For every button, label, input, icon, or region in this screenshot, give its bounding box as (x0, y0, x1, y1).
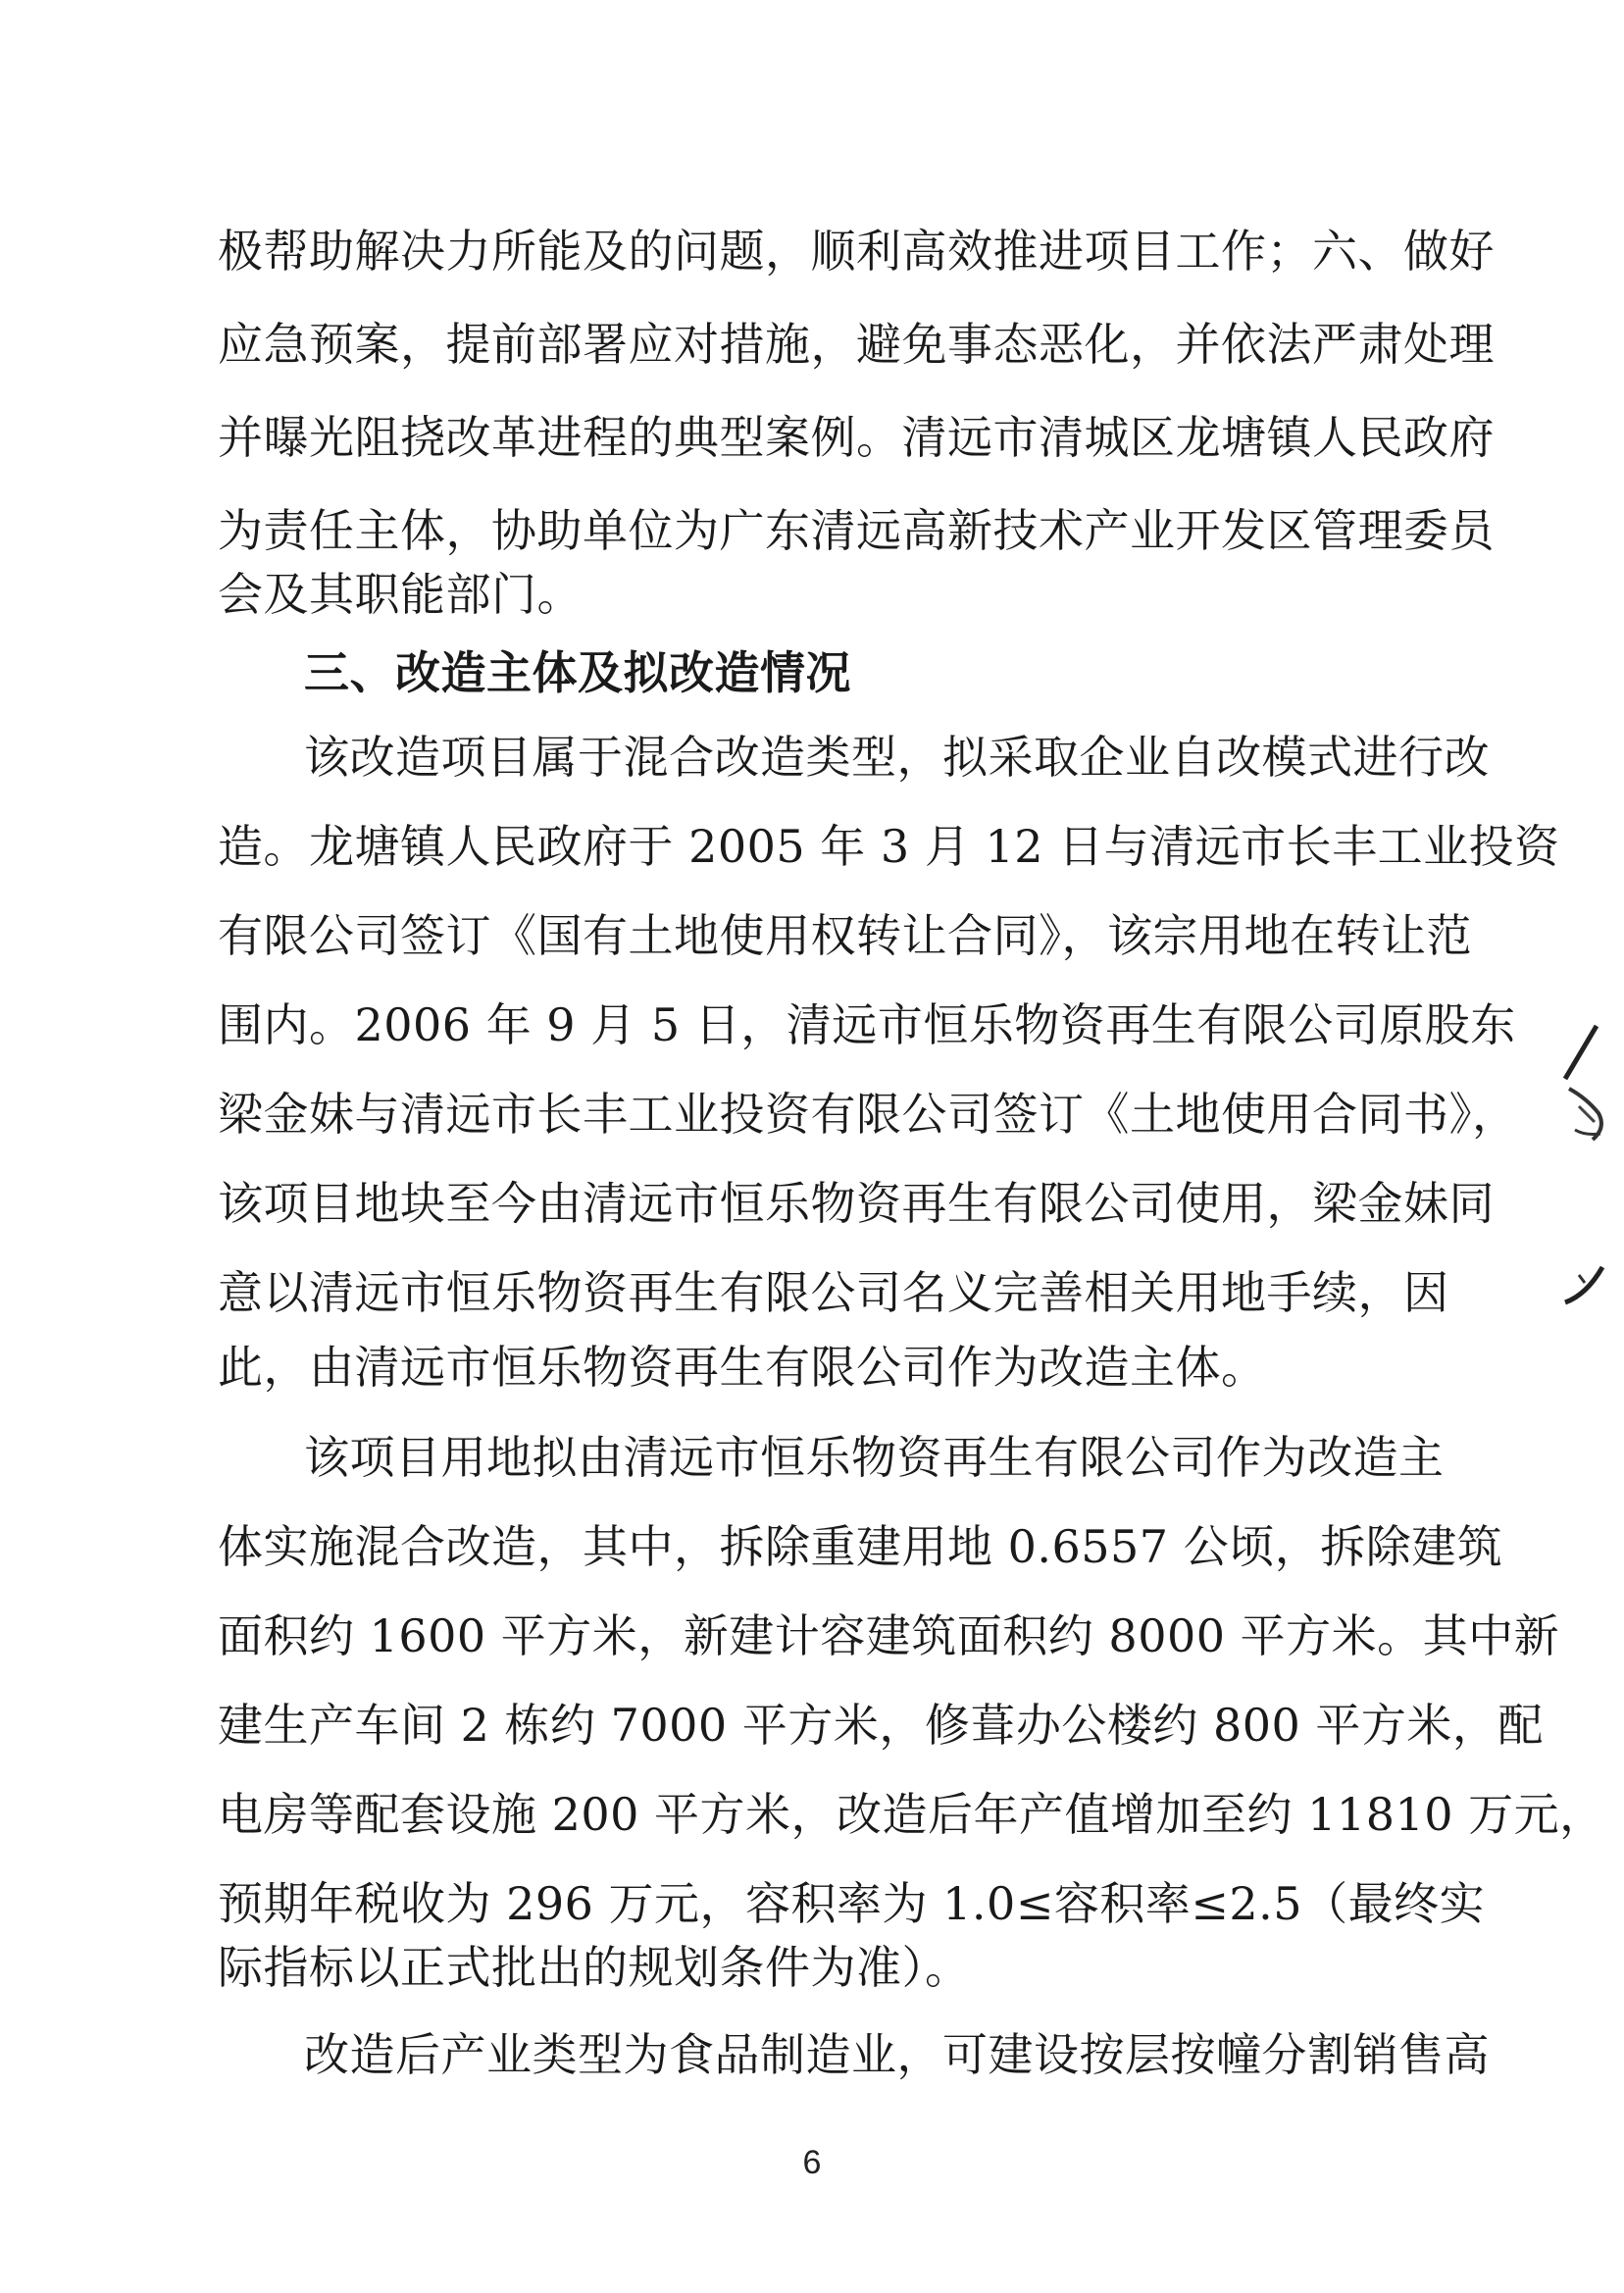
paragraph-line: 预期年税收为 296 万元，容积率为 1.0≤容积率≤2.5（最终实 (218, 1877, 1486, 1930)
paragraph-line: 建生产车间 2 栋约 7000 平方米，修葺办公楼约 800 平方米，配 (218, 1699, 1544, 1752)
section-heading: 三、改造主体及拟改造情况 (304, 646, 851, 699)
paragraph-line: 该项目用地拟由清远市恒乐物资再生有限公司作为改造主 (304, 1431, 1445, 1484)
paragraph-line: 梁金妹与清远市长丰工业投资有限公司签订《土地使用合同书》， (218, 1088, 1518, 1141)
paragraph-line: 意以清远市恒乐物资再生有限公司名义完善相关用地手续，因 (218, 1266, 1449, 1319)
paragraph-line: 并曝光阻挠改革进程的典型案例。清远市清城区龙塘镇人民政府 (218, 411, 1495, 464)
paragraph-line: 此，由清远市恒乐物资再生有限公司作为改造主体。 (218, 1341, 1267, 1394)
paragraph-line: 有限公司签订《国有土地使用权转让合同》，该宗用地在转让范 (218, 909, 1472, 962)
paragraph-line: 为责任主体，协助单位为广东清远高新技术产业开发区管理委员 (218, 504, 1495, 557)
paragraph-line: 该改造项目属于混合改造类型，拟采取企业自改模式进行改 (304, 731, 1490, 784)
paragraph-line: 极帮助解决力所能及的问题，顺利高效推进项目工作；六、做好 (218, 225, 1495, 278)
paragraph-line: 会及其职能部门。 (218, 568, 583, 621)
paragraph-line: 造。龙塘镇人民政府于 2005 年 3 月 12 日与清远市长丰工业投资 (218, 820, 1560, 873)
paragraph-line: 改造后产业类型为食品制造业，可建设按层按幢分割销售高 (304, 2028, 1490, 2081)
paragraph-line: 电房等配套设施 200 平方米，改造后年产值增加至约 11810 万元， (218, 1788, 1605, 1841)
paragraph-line: 该项目地块至今由清远市恒乐物资再生有限公司使用，梁金妹同 (218, 1177, 1495, 1230)
paragraph-line: 体实施混合改造，其中，拆除重建用地 0.6557 公顷，拆除建筑 (218, 1520, 1503, 1573)
paragraph-line: 际指标以正式批出的规划条件为准）。 (218, 1941, 971, 1994)
seal-fragment-icon (1557, 1255, 1616, 1314)
paragraph-line: 面积约 1600 平方米，新建计容建筑面积约 8000 平方米。其中新 (218, 1609, 1560, 1662)
page-number: 6 (802, 2144, 822, 2181)
paragraph-line: 围内。2006 年 9 月 5 日，清远市恒乐物资再生有限公司原股东 (218, 998, 1516, 1051)
seal-fragment-icon (1557, 1020, 1616, 1167)
paragraph-line: 应急预案，提前部署应对措施，避免事态恶化，并依法严肃处理 (218, 318, 1495, 371)
